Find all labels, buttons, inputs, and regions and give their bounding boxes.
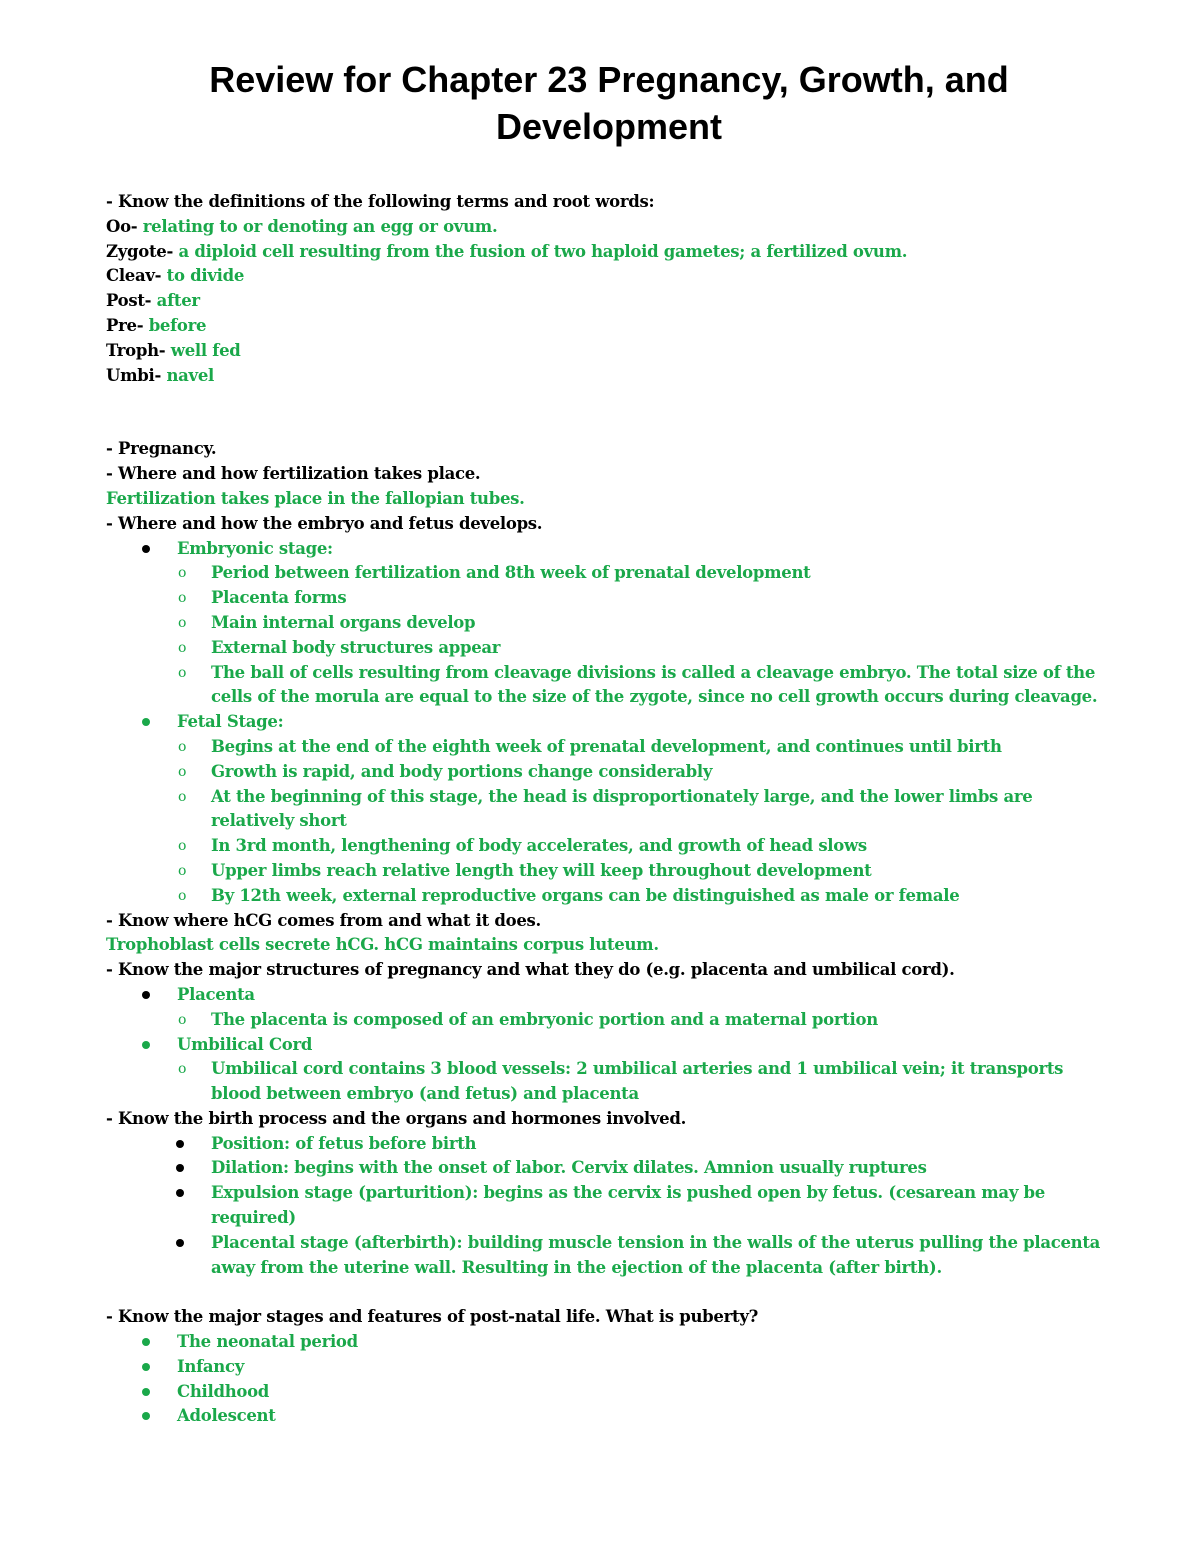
spacer [106,388,1116,437]
postnatal-stages-list [106,1330,1116,1429]
list-item [106,834,1116,859]
term-definition: navel [161,365,215,385]
circle-bullet-icon: o [178,565,187,582]
list-item [106,1330,1116,1355]
hcg-question: - Know where hCG comes from and what it does. [106,910,541,930]
page-title: Review for Chapter 23 Pregnancy, Growth, and Development [209,59,1009,147]
list-item-text: By 12th week, external reproductive organs can be distinguished as male or female [211,885,960,905]
term-definition: to divide [161,266,245,286]
bullet-icon [176,1239,184,1247]
term-word: Pre- [106,315,144,335]
list-item-text: Infancy [177,1356,245,1376]
term-definition: before [143,315,207,335]
circle-bullet-icon: o [178,1061,187,1078]
circle-bullet-icon: o [178,788,187,805]
circle-bullet-icon: o [178,614,187,631]
list-item [106,586,1116,611]
bullet-icon [176,1140,184,1148]
hcg-answer: Trophoblast cells secrete hCG. hCG maintains corpus luteum. [106,935,659,955]
term-definition: a diploid cell resulting from the fusion of two haploid gametes; a fertilized ovum. [173,241,908,261]
list-item-text: At the beginning of this stage, the head is disproportionately large, and the lower limbs are relatively short [211,786,1033,831]
list-item [106,1057,1116,1107]
term-definition: well fed [165,340,241,360]
circle-bullet-icon: o [178,862,187,879]
bullet-icon [176,1189,184,1197]
fertilization-answer: Fertilization takes place in the fallopian tubes. [106,488,525,508]
list-item [106,983,1116,1008]
fertilization-question: - Where and how fertilization takes place. [106,464,481,484]
term-word: Oo- [106,216,138,236]
list-item-text: Expulsion stage (parturition): begins as the cervix is pushed open by fetus. (cesarean may be required) [211,1183,1045,1228]
embryo-question: - Where and how the embryo and fetus develops. [106,513,543,533]
term-definition: relating to or denoting an egg or ovum. [137,216,498,236]
bullet-icon [142,991,150,999]
list-item [106,859,1116,884]
list-item [106,1033,1116,1058]
circle-bullet-icon: o [178,887,187,904]
term-row [106,339,1116,364]
circle-bullet-icon: o [178,838,187,855]
list-item [106,760,1116,785]
circle-bullet-icon: o [178,664,187,681]
list-item [106,1380,1116,1405]
term-word: Troph- [106,340,166,360]
list-item-text: Position: of fetus before birth [211,1133,477,1153]
list-item-text: Placenta forms [211,588,347,608]
circle-bullet-icon: o [178,639,187,656]
placenta-label: Placenta [177,984,255,1004]
bullet-icon [142,1338,150,1346]
circle-bullet-icon: o [178,738,187,755]
term-row [106,364,1116,389]
embryonic-stage-label: Embryonic stage: [177,538,333,558]
term-word: Umbi- [106,365,162,385]
term-row [106,240,1116,265]
list-item [106,661,1116,711]
list-item-text: Growth is rapid, and body portions change considerably [211,761,713,781]
list-item [106,1008,1116,1033]
list-item-text: External body structures appear [211,637,501,657]
bullet-icon [176,1164,184,1172]
list-item [106,1181,1116,1231]
list-item-text: The placenta is composed of an embryonic portion and a maternal portion [211,1009,878,1029]
list-item-text: Dilation: begins with the onset of labor. Cervix dilates. Amnion usually ruptures [211,1158,927,1178]
term-word: Post- [106,291,152,311]
list-item-text: The neonatal period [177,1332,358,1352]
list-item [106,537,1116,562]
circle-bullet-icon: o [178,590,187,607]
list-item [106,735,1116,760]
list-item [106,884,1116,909]
list-item [106,561,1116,586]
postnatal-question: - Know the major stages and features of post-natal life. What is puberty? [106,1307,758,1327]
list-item [106,1404,1116,1429]
spacer [106,1280,1116,1305]
term-definition: after [151,291,200,311]
list-item-text: In 3rd month, lengthening of body accelerates, and growth of head slows [211,836,867,856]
list-item-text: Adolescent [177,1406,276,1426]
bullet-icon [142,1388,150,1396]
list-item-text: Upper limbs reach relative length they will keep throughout development [211,860,872,880]
terms-heading: - Know the definitions of the following terms and root words: [106,192,655,211]
list-item-text: Main internal organs develop [211,612,476,632]
list-item-text: Childhood [177,1381,270,1401]
list-item [106,1132,1116,1157]
list-item [106,710,1116,735]
list-item [106,785,1116,835]
circle-bullet-icon: o [178,763,187,780]
term-row [106,264,1116,289]
bullet-icon [142,545,150,553]
term-word: Cleav- [106,266,162,286]
term-word: Zygote- [106,241,174,261]
term-row [106,289,1116,314]
list-item [106,636,1116,661]
birth-stages-list [106,1132,1116,1281]
structures-question: - Know the major structures of pregnancy and what they do (e.g. placenta and umbilical cord). [106,960,955,980]
list-item-text: Period between fertilization and 8th week of prenatal development [211,563,811,583]
fetal-stage-label: Fetal Stage: [177,712,284,732]
umbilical-label: Umbilical Cord [177,1034,313,1054]
list-item-text: The ball of cells resulting from cleavage divisions is called a cleavage embryo. The total size of the cells of the morula are equal to the size of the zygote, since no cell growth occurs during cleavage. [211,662,1098,707]
document-body [106,190,1116,1429]
list-item [106,1156,1116,1181]
list-item-text: Placental stage (afterbirth): building muscle tension in the walls of the uterus pulling the placenta away from the uterine wall. Resulting in the ejection of the placenta (after birth). [211,1232,1101,1277]
bullet-icon [142,718,150,726]
circle-bullet-icon: o [178,1011,187,1028]
list-item [106,1231,1116,1281]
bullet-icon [142,1412,150,1420]
structures-list [106,983,1116,1107]
term-row [106,215,1116,240]
list-item [106,611,1116,636]
birth-question: - Know the birth process and the organs and hormones involved. [106,1108,687,1128]
list-item [106,1355,1116,1380]
list-item-text: Umbilical cord contains 3 blood vessels: 2 umbilical arteries and 1 umbilical vein; it transports blood between embryo (and fetus) and placenta [211,1059,1064,1104]
term-row [106,314,1116,339]
list-item-text: Begins at the end of the eighth week of prenatal development, and continues until birth [211,736,1002,756]
bullet-icon [142,1041,150,1049]
development-stages-list [106,537,1116,909]
pregnancy-heading: - Pregnancy. [106,439,217,459]
bullet-icon [142,1363,150,1371]
